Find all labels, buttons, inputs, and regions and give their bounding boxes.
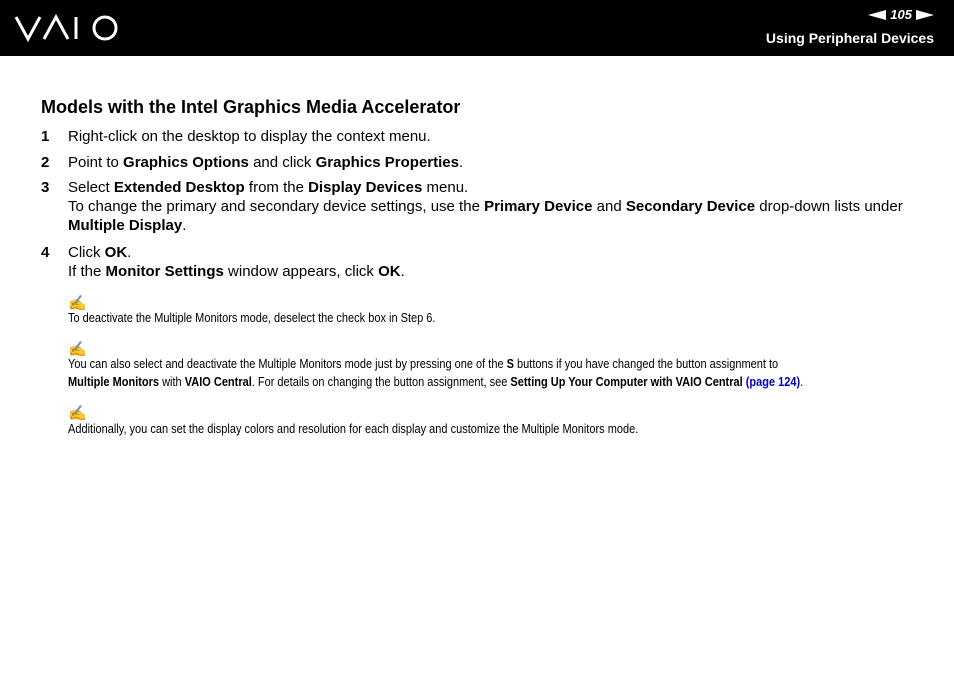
note-3: Additionally, you can set the display colors and resolution for each display and customize the Multiple Monitors mode. [68,422,639,436]
step-text: Select Extended Desktop from the Display Devices menu. To change the primary and secondary device settings, use the Primary Device and Secondary Device drop-down lists under Multiple Display. [68,178,928,235]
previous-page-arrow-icon[interactable] [868,10,886,20]
next-page-arrow-icon[interactable] [916,10,934,20]
step-number: 4 [41,244,50,261]
step-text: Right-click on the desktop to display the context menu. [68,128,431,145]
pencil-note-icon: ✍ [68,405,87,422]
page-title: Models with the Intel Graphics Media Accelerator [41,97,461,117]
page-reference-link[interactable]: (page 124) [745,375,801,389]
step-detail: If the Monitor Settings window appears, click OK. [68,263,405,280]
note-2: You can also select and deactivate the Multiple Monitors mode just by pressing one of the S buttons if you have changed the button assignment to Multiple Monitors with VAIO Central. For details on changing the button assignment, see Setting Up Your Computer with VAIO Central (page 124). [68,357,804,389]
step-detail: To change the primary and secondary device settings, use the Primary Device and Secondary Device drop-down lists under Multiple Display. [68,198,903,234]
step-number: 3 [41,179,50,196]
page-navigation [868,7,934,22]
pencil-note-icon: ✍ [68,295,87,312]
vaio-logo [14,14,124,42]
step-number: 2 [41,154,50,171]
note-1: To deactivate the Multiple Monitors mode, deselect the check box in Step 6. [68,311,436,325]
pencil-note-icon: ✍ [68,341,87,358]
page-header [0,0,954,56]
page-number: 105 [890,7,912,22]
step-number: 1 [41,128,50,145]
step-text: Click OK. If the Monitor Settings window appears, click OK. [68,243,928,281]
section-title: Using Peripheral Devices [765,30,934,46]
step-text: Point to Graphics Options and click Graphics Properties. [68,154,464,171]
